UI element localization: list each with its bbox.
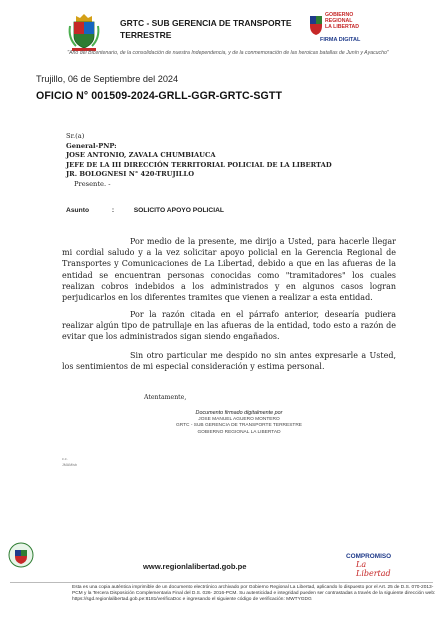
gob-name-line3: LA LIBERTAD: [325, 24, 360, 30]
recipient-block: [66, 132, 332, 190]
recipient-position: JEFE DE LA III DIRECCIÓN TERRITORIAL POLICIAL DE LA LIBERTAD: [66, 160, 332, 169]
regional-crest-logo: [66, 12, 102, 52]
body-paragraph-2: Por la razón citada en el párrafo anterior, desearía pudiera realizar algún tipo de patrullaje en las afueras de la entidad, todo esto a razón de evitar que los administrados sigan siendo engañados.: [62, 310, 396, 342]
asunto-label: Asunto: [66, 207, 90, 214]
signature-block: [150, 410, 328, 436]
gobierno-regional-logo: [309, 12, 369, 38]
compromiso-line2: La Libertad: [356, 560, 391, 578]
asunto-value: SOLICITO APOYO POLICIAL: [133, 207, 225, 214]
body-paragraph-1: Por medio de la presente, me dirijo a Usted, para hacerle llegar mi cordial saludo y a la vez solicitar apoyo policial en la Gerencia Regional de Transportes y Comunicaciones de La Libertad, debido a que en las afueras de la entidad se encuentran personas conocidas como "tramitadores" los cuales realizan cobros indebidos a los administrados y en algunos casos logran perjudicarlos en los diferentes tramites que vienen a realizar a esta entidad.: [62, 237, 396, 303]
signer-line1: Documento firmado digitalmente por: [195, 410, 283, 416]
asunto-colon: :: [111, 207, 115, 214]
recipient-rank: General-PNP:: [66, 141, 117, 150]
compromiso-line1: COMPROMISO: [346, 553, 392, 560]
gob-name-line1: GOBIERNO: [325, 12, 354, 18]
authenticity-disclaimer: Esta es una copia auténtica imprimible de un documento electrónico archivado por Gobierno Regional La Libertad, aplicando lo dispuesto por el Art. 25 de D.S. 070-2013-PCM y la Tercera Disposición Complementaria Final del D.S. 026- 2016-PCM. Su autenticidad e integridad pueden ser contrastadas a través de la siguiente dirección web: https://sgd.regionlalibertad.gob.pe:8181/verificaDoc e ingresando el siguiente código de verificación: MWTYGDG: [72, 585, 436, 603]
header-title-line2: TERRESTRE: [120, 30, 172, 40]
year-motto: "Año del Bicentenario, de la consolidación de nuestra Independencia, y de la conmemoración de las heroicas batallas de Junín y Ayacucho": [67, 50, 389, 56]
recipient-address: JR. BOLOGNESI N° 420-TRUJILLO: [66, 170, 195, 179]
signer-line4: GOBIERNO REGIONAL LA LIBERTAD: [197, 429, 281, 435]
recipient-salutation: Sr.(a): [66, 132, 85, 140]
document-date: Trujillo, 06 de Septiembre del 2024: [36, 74, 179, 84]
regional-shield-icon: [309, 14, 323, 36]
footer-divider: [10, 582, 433, 583]
oficio-number: OFICIO N° 001509-2024-GRLL-GGR-GRTC-SGTT: [36, 90, 283, 102]
gob-name-line2: REGIONAL: [325, 18, 353, 24]
footer-seal-logo: [8, 542, 34, 568]
reference-note: [62, 456, 77, 468]
signer-line3: GRTC - SUB GERENCIA DE TRANSPORTE TERRESTRE: [176, 423, 302, 429]
asunto-line: [66, 207, 224, 214]
firma-digital-label: FIRMA DIGITAL: [320, 37, 361, 43]
compromiso-logo: [346, 553, 398, 579]
closing-line: Atentamente,: [144, 394, 187, 401]
recipient-name: JOSE ANTONIO, ZAVALA CHUMBIAUCA: [66, 151, 216, 160]
signer-line2: JOSE MANUEL AGUERO MONTERO: [198, 416, 280, 422]
body-paragraph-3: Sin otro particular me despido no sin antes expresarle a Usted, los sentimientos de mi especial consideración y estima personal.: [62, 351, 396, 372]
footer-website-link[interactable]: www.regionlalibertad.gob.pe: [143, 562, 247, 571]
header-title: [120, 17, 300, 41]
header-title-line1: GRTC - SUB GERENCIA DE TRANSPORTE: [120, 18, 292, 28]
reference-note-line1: c.c.: [62, 457, 68, 461]
reference-note-line2: JMAM/sb: [62, 463, 77, 467]
recipient-presente: Presente. -: [74, 179, 111, 188]
